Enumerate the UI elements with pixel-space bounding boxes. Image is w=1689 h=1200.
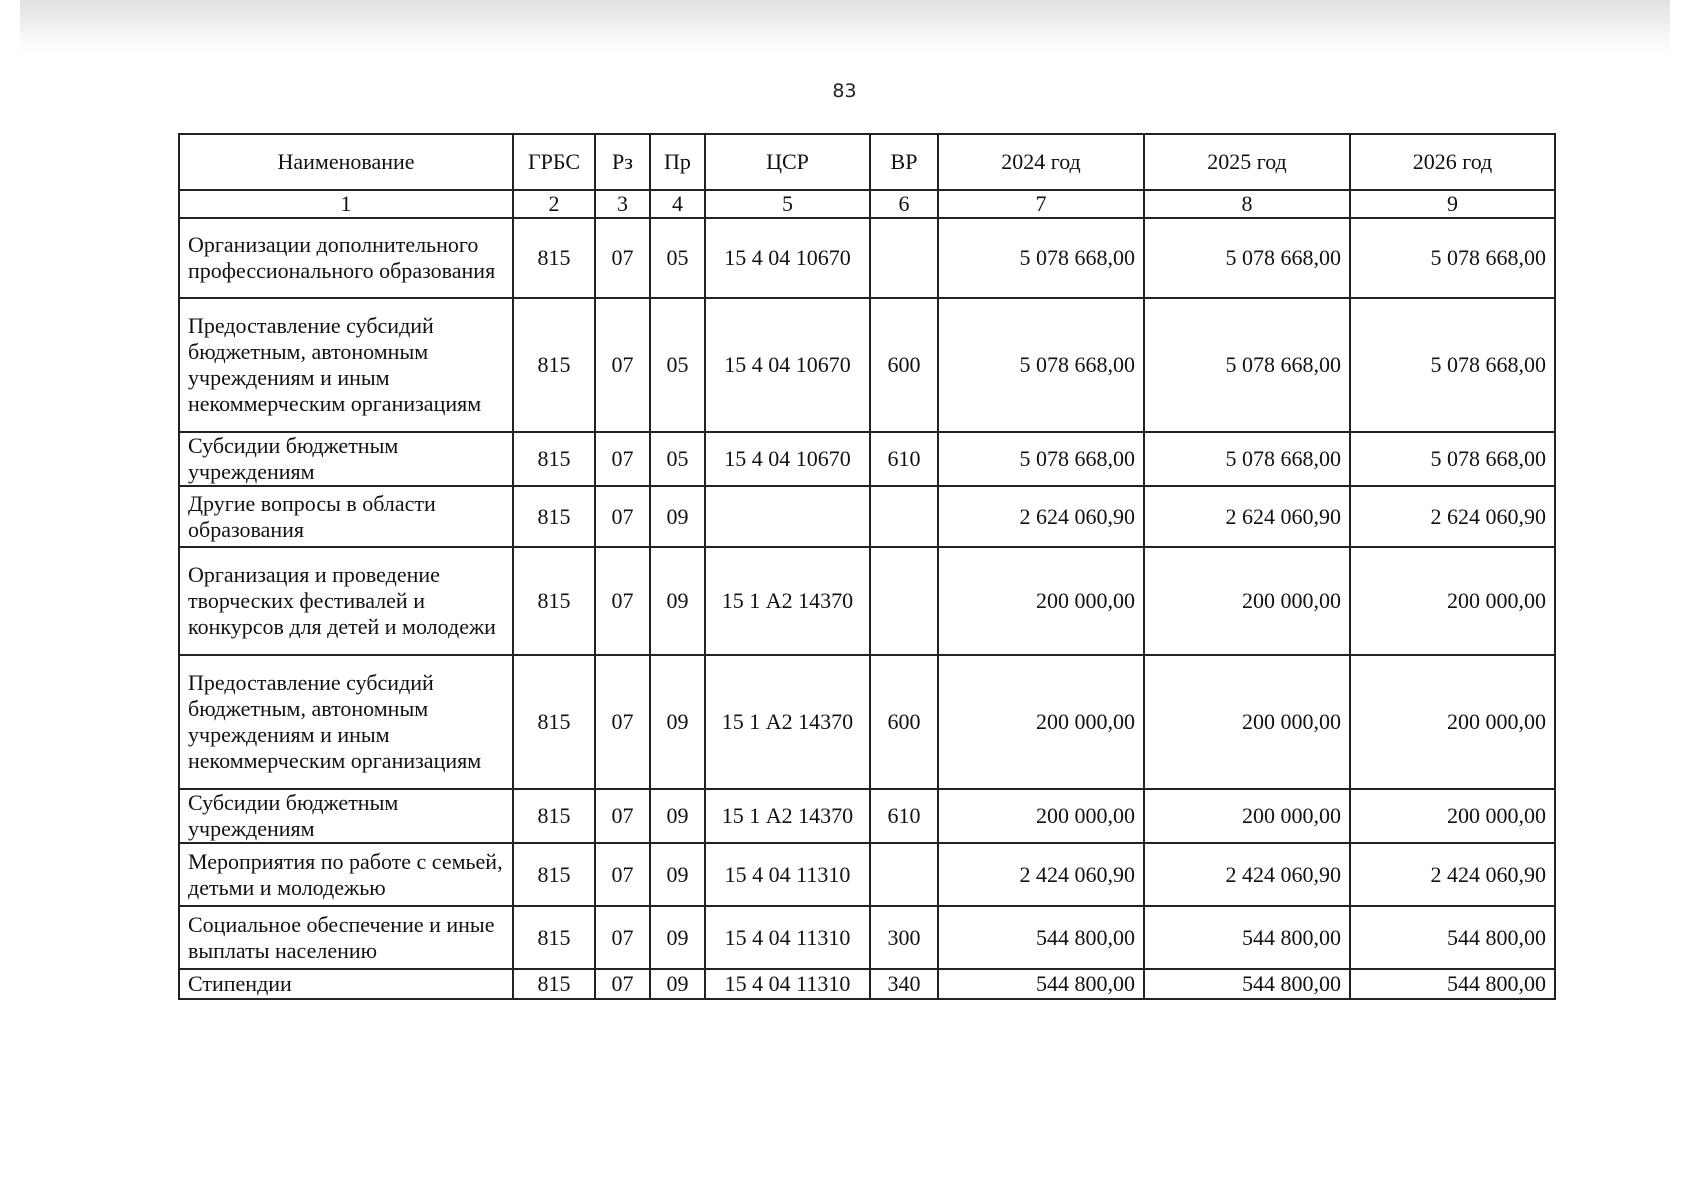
row-2025: 200 000,00 — [1144, 789, 1350, 843]
table-row — [179, 432, 1555, 486]
row-name: Субсидии бюджетным учреждениям — [179, 789, 513, 843]
row-pr: 09 — [650, 655, 705, 789]
row-2024: 2 624 060,90 — [938, 486, 1144, 547]
row-name: Социальное обеспечение и иные выплаты населению — [179, 906, 513, 969]
row-pr: 05 — [650, 298, 705, 432]
header-row — [179, 134, 1555, 190]
row-vr — [870, 843, 938, 906]
row-vr: 340 — [870, 969, 938, 999]
row-grbs: 815 — [513, 655, 595, 789]
row-name: Мероприятия по работе с семьей, детьми и молодежью — [179, 843, 513, 906]
row-2025: 5 078 668,00 — [1144, 218, 1350, 298]
row-rz: 07 — [595, 906, 650, 969]
row-2024: 200 000,00 — [938, 789, 1144, 843]
row-2026: 544 800,00 — [1350, 969, 1555, 999]
table-row — [179, 547, 1555, 655]
row-2026: 5 078 668,00 — [1350, 218, 1555, 298]
row-rz: 07 — [595, 789, 650, 843]
row-2024: 5 078 668,00 — [938, 432, 1144, 486]
row-rz: 07 — [595, 432, 650, 486]
column-number: 6 — [870, 190, 938, 218]
table-row — [179, 218, 1555, 298]
column-number: 1 — [179, 190, 513, 218]
row-csr: 15 1 А2 14370 — [705, 655, 870, 789]
header-csr: ЦСР — [705, 134, 870, 190]
row-2026: 5 078 668,00 — [1350, 298, 1555, 432]
header-rz: Рз — [595, 134, 650, 190]
row-rz: 07 — [595, 486, 650, 547]
row-rz: 07 — [595, 218, 650, 298]
row-csr: 15 4 04 10670 — [705, 432, 870, 486]
row-vr — [870, 547, 938, 655]
column-number: 8 — [1144, 190, 1350, 218]
column-number: 5 — [705, 190, 870, 218]
table-row — [179, 298, 1555, 432]
row-name: Предоставление субсидий бюджетным, автономным учреждениям и иным некоммерческим организациям — [179, 298, 513, 432]
header-grbs: ГРБС — [513, 134, 595, 190]
row-2025: 200 000,00 — [1144, 547, 1350, 655]
row-vr: 610 — [870, 789, 938, 843]
row-vr — [870, 218, 938, 298]
header-2025: 2025 год — [1144, 134, 1350, 190]
table-row — [179, 843, 1555, 906]
row-csr: 15 4 04 11310 — [705, 906, 870, 969]
row-vr: 610 — [870, 432, 938, 486]
row-2026: 200 000,00 — [1350, 789, 1555, 843]
row-pr: 09 — [650, 486, 705, 547]
column-number: 7 — [938, 190, 1144, 218]
column-number: 3 — [595, 190, 650, 218]
row-grbs: 815 — [513, 486, 595, 547]
row-pr: 09 — [650, 843, 705, 906]
header-vr: ВР — [870, 134, 938, 190]
row-rz: 07 — [595, 843, 650, 906]
row-pr: 09 — [650, 789, 705, 843]
row-2025: 2 424 060,90 — [1144, 843, 1350, 906]
row-2025: 5 078 668,00 — [1144, 432, 1350, 486]
row-2026: 544 800,00 — [1350, 906, 1555, 969]
row-grbs: 815 — [513, 298, 595, 432]
row-2025: 544 800,00 — [1144, 906, 1350, 969]
row-grbs: 815 — [513, 969, 595, 999]
row-2025: 2 624 060,90 — [1144, 486, 1350, 547]
page-number: 83 — [832, 80, 857, 102]
row-2024: 200 000,00 — [938, 655, 1144, 789]
row-pr: 09 — [650, 969, 705, 999]
column-number-row — [179, 190, 1555, 218]
scan-shading — [20, 0, 1670, 60]
row-grbs: 815 — [513, 547, 595, 655]
budget-table — [178, 133, 1556, 1000]
table-row — [179, 789, 1555, 843]
row-2024: 2 424 060,90 — [938, 843, 1144, 906]
row-rz: 07 — [595, 655, 650, 789]
row-grbs: 815 — [513, 432, 595, 486]
header-pr: Пр — [650, 134, 705, 190]
row-csr: 15 1 А2 14370 — [705, 789, 870, 843]
table-row — [179, 969, 1555, 999]
row-name: Субсидии бюджетным учреждениям — [179, 432, 513, 486]
row-name: Стипендии — [179, 969, 513, 999]
row-2026: 2 424 060,90 — [1350, 843, 1555, 906]
row-2026: 200 000,00 — [1350, 655, 1555, 789]
row-name: Другие вопросы в области образования — [179, 486, 513, 547]
row-vr — [870, 486, 938, 547]
row-2025: 5 078 668,00 — [1144, 298, 1350, 432]
table-row — [179, 655, 1555, 789]
row-pr: 09 — [650, 547, 705, 655]
row-rz: 07 — [595, 547, 650, 655]
header-2026: 2026 год — [1350, 134, 1555, 190]
row-pr: 05 — [650, 218, 705, 298]
row-vr: 300 — [870, 906, 938, 969]
row-2024: 5 078 668,00 — [938, 298, 1144, 432]
row-2025: 544 800,00 — [1144, 969, 1350, 999]
row-2025: 200 000,00 — [1144, 655, 1350, 789]
header-name: Наименование — [179, 134, 513, 190]
row-2024: 544 800,00 — [938, 906, 1144, 969]
row-2024: 5 078 668,00 — [938, 218, 1144, 298]
row-2024: 544 800,00 — [938, 969, 1144, 999]
row-csr: 15 1 А2 14370 — [705, 547, 870, 655]
row-csr — [705, 486, 870, 547]
row-pr: 09 — [650, 906, 705, 969]
row-grbs: 815 — [513, 789, 595, 843]
column-number: 4 — [650, 190, 705, 218]
table-row — [179, 906, 1555, 969]
row-csr: 15 4 04 11310 — [705, 843, 870, 906]
row-grbs: 815 — [513, 843, 595, 906]
row-vr: 600 — [870, 298, 938, 432]
row-grbs: 815 — [513, 906, 595, 969]
table-row — [179, 486, 1555, 547]
row-csr: 15 4 04 10670 — [705, 218, 870, 298]
row-name: Организации дополнительного профессионального образования — [179, 218, 513, 298]
column-number: 9 — [1350, 190, 1555, 218]
row-name: Организация и проведение творческих фестивалей и конкурсов для детей и молодежи — [179, 547, 513, 655]
row-2026: 200 000,00 — [1350, 547, 1555, 655]
row-csr: 15 4 04 10670 — [705, 298, 870, 432]
row-grbs: 815 — [513, 218, 595, 298]
row-2026: 5 078 668,00 — [1350, 432, 1555, 486]
row-2024: 200 000,00 — [938, 547, 1144, 655]
row-csr: 15 4 04 11310 — [705, 969, 870, 999]
row-pr: 05 — [650, 432, 705, 486]
row-2026: 2 624 060,90 — [1350, 486, 1555, 547]
row-name: Предоставление субсидий бюджетным, автономным учреждениям и иным некоммерческим организациям — [179, 655, 513, 789]
row-vr: 600 — [870, 655, 938, 789]
column-number: 2 — [513, 190, 595, 218]
row-rz: 07 — [595, 969, 650, 999]
row-rz: 07 — [595, 298, 650, 432]
header-2024: 2024 год — [938, 134, 1144, 190]
